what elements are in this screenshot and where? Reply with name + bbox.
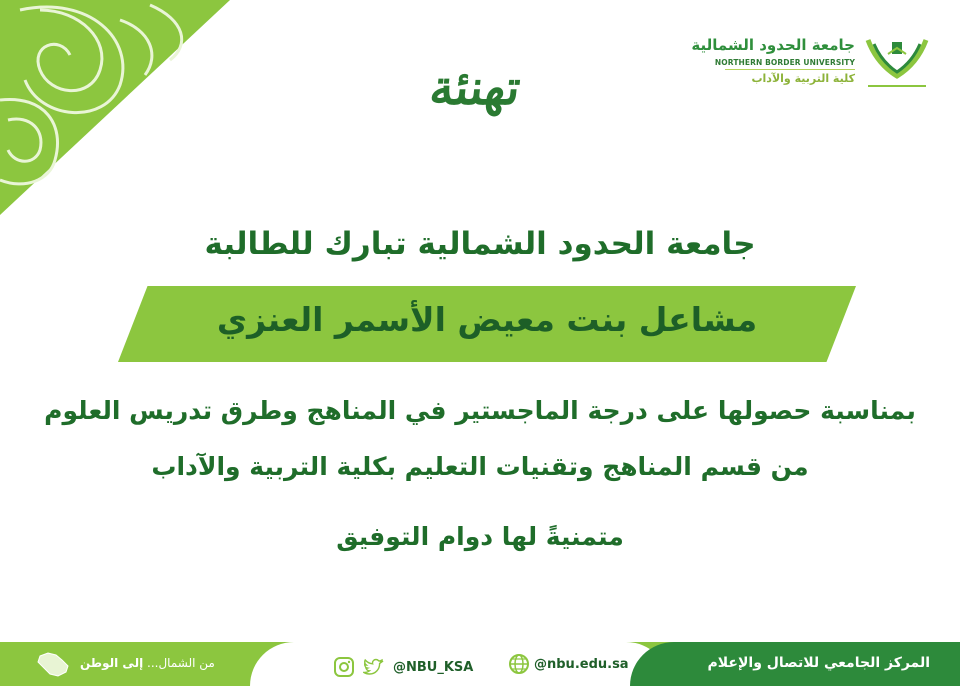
slogan-part2: إلى الوطن (80, 656, 144, 670)
university-logo (691, 36, 930, 100)
wish-line: متمنيةً لها دوام التوفيق (336, 522, 624, 551)
website-link[interactable] (508, 653, 629, 675)
slogan (80, 656, 215, 670)
degree-line: بمناسبة حصولها على درجة الماجستير في المناهج وطرق تدريس العلوم (44, 396, 916, 425)
intro-line: جامعة الحدود الشمالية تبارك للطالبة (204, 226, 756, 262)
slogan-part1: من الشمال... (147, 656, 215, 670)
logo-name-english: NORTHERN BORDER UNIVERSITY (714, 58, 855, 67)
department-name: المركز الجامعي للاتصال والإعلام (707, 655, 930, 671)
logo-college: كلية التربية والآداب (751, 72, 855, 85)
instagram-icon[interactable] (333, 656, 355, 678)
globe-icon (508, 653, 530, 675)
twitter-icon[interactable] (363, 656, 385, 678)
social-handle[interactable]: @NBU_KSA (393, 659, 474, 675)
logo-name-arabic: جامعة الحدود الشمالية (691, 36, 855, 54)
student-name: مشاعل بنت معيض الأسمر العنزي (216, 300, 758, 339)
logo-divider (725, 69, 855, 70)
department-line: من قسم المناهج وتقنيات التعليم بكلية التربية والآداب (151, 452, 809, 481)
website-url[interactable]: @nbu.edu.sa (534, 656, 629, 672)
corner-decoration (0, 0, 230, 215)
social-links (333, 653, 473, 681)
congratulations-calligraphy (400, 40, 550, 135)
calligraphy-text: تهنئة (426, 59, 524, 116)
saudi-map-icon (34, 650, 72, 678)
university-logo-icon (864, 36, 930, 92)
